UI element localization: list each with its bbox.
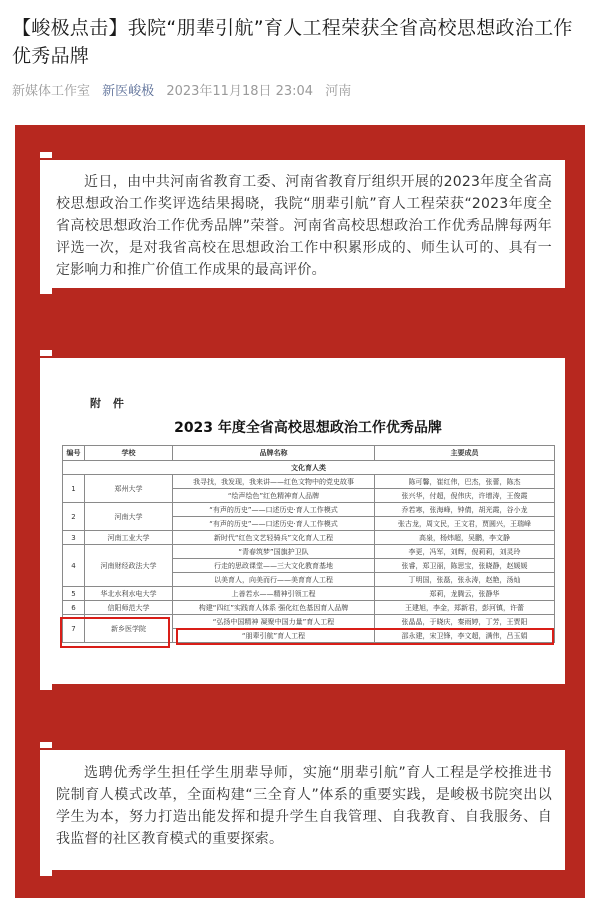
article-meta	[12, 80, 359, 99]
brand-name: 上善若水——精神引领工程	[173, 587, 375, 601]
card-corner-mark	[40, 350, 52, 356]
school-name: 信阳师范大学	[85, 601, 173, 615]
awards-table	[62, 445, 555, 643]
school-name: 河南工业大学	[85, 531, 173, 545]
school-name: 河南大学	[85, 503, 173, 531]
brand-name: “青春筑梦”国旗护卫队	[173, 545, 375, 559]
member-names: 张兴华，付超，倪伟庆，许增涛，王俊霞	[375, 489, 555, 503]
brand-name: “有声的历史”——口述历史·育人工作模式	[173, 517, 375, 531]
member-names: 邵永建，宋卫锋，李文超，满伟，吕玉娟	[375, 629, 555, 643]
brand-name: 新时代“红色文艺轻骑兵”文化育人工程	[173, 531, 375, 545]
attachment-label: 附 件	[90, 397, 128, 410]
row-number: 4	[63, 545, 85, 587]
card-corner-mark	[40, 870, 52, 876]
table-row	[63, 545, 555, 559]
article-title: 【峻极点击】我院“朋辈引航”育人工程荣获全省高校思想政治工作优秀品牌	[12, 17, 573, 67]
member-names: 张睿，郑卫丽，陈思宝，张晓静，赵媛媛	[375, 559, 555, 573]
table-row	[63, 475, 555, 489]
row-number: 2	[63, 503, 85, 531]
award-document-image[interactable]	[62, 395, 554, 643]
row-number: 7	[63, 615, 85, 643]
brand-name: 以美育人，向美而行——美育育人工程	[173, 573, 375, 587]
publish-datetime: 2023年11月18日 23:04	[166, 84, 314, 99]
category-row	[63, 461, 555, 475]
table-row	[63, 531, 555, 545]
member-names: 李更，冯军，刘辉，倪莉莉，刘灵玲	[375, 545, 555, 559]
table-row	[63, 587, 555, 601]
highlight-school-box	[60, 617, 170, 648]
table-row	[63, 601, 555, 615]
card-corner-mark	[40, 742, 52, 748]
member-names: 张古龙，周文民，王文君，贾圆兴，王瑞峰	[375, 517, 555, 531]
column-header: 主要成员	[375, 446, 555, 461]
member-names: 丁明国，张磊，张永涛，赵艳，汤灿	[375, 573, 555, 587]
school-name: 河南财经政法大学	[85, 545, 173, 587]
row-number: 1	[63, 475, 85, 503]
closing-paragraph: 选聘优秀学生担任学生朋辈导师，实施“朋辈引航”育人工程是学校推进书院制育人模式改革，全面构建“三全育人”体系的重要实践，是峻极书院突出以学生为本，努力打造出能发挥和提升学生自我管理、自我教育、自我服务、自我监督的社区教育模式的重要探索。	[56, 765, 552, 847]
card-corner-mark	[40, 684, 52, 690]
brand-name: “弘扬中国精神 凝聚中国力量”育人工程	[173, 615, 375, 629]
school-name: 新乡医学院	[85, 615, 173, 643]
row-number: 5	[63, 587, 85, 601]
brand-name: “有声的历史”——口述历史·育人工作模式	[173, 503, 375, 517]
school-name: 华北水利水电大学	[85, 587, 173, 601]
publish-location: 河南	[325, 84, 352, 99]
card-corner-mark	[40, 288, 52, 294]
row-number: 6	[63, 601, 85, 615]
category-label: 文化育人类	[63, 461, 555, 475]
member-names: 乔若寒，张海峰，钟倩，胡光霞，谷小龙	[375, 503, 555, 517]
account-link[interactable]: 新医峻极	[102, 84, 155, 99]
card-corner-mark	[40, 152, 52, 158]
brand-name: “绘声绘色”红色精神育人品牌	[173, 489, 375, 503]
column-header: 学校	[85, 446, 173, 461]
column-header: 品牌名称	[173, 446, 375, 461]
column-header: 编号	[63, 446, 85, 461]
member-names: 郑莉，龙腾云，张静华	[375, 587, 555, 601]
table-header-row	[63, 446, 555, 461]
brand-name: “朋辈引航”育人工程	[173, 629, 375, 643]
brand-name: 我寻找，我发现，我来讲——红色文物中的党史故事	[173, 475, 375, 489]
intro-paragraph: 近日，由中共河南省教育工委、河南省教育厅组织开展的2023年度全省高校思想政治工作奖评选结果揭晓，我院“朋辈引航”育人工程荣获“2023年度全省高校思想政治工作优秀品牌”荣誉。河南省高校思想政治工作优秀品牌每两年评选一次，是对我省高校在思想政治工作中积累形成的、师生认可的、具有一定影响力和推广价值工作成果的最高评价。	[56, 174, 552, 278]
member-names: 高泉，杨炜超，吴鹏，李文静	[375, 531, 555, 545]
school-name: 郑州大学	[85, 475, 173, 503]
document-title: 2023 年度全省高校思想政治工作优秀品牌	[174, 420, 442, 436]
author-name: 新媒体工作室	[12, 84, 91, 99]
row-number: 3	[63, 531, 85, 545]
brand-name: 行走的思政课堂——三大文化教育基地	[173, 559, 375, 573]
brand-name: 构建“四红”实践育人体系 强化红色基因育人品牌	[173, 601, 375, 615]
highlight-brand-box	[176, 628, 554, 645]
member-names: 陈可馨，崔红伟，巴杰，张蕾，陈杰	[375, 475, 555, 489]
member-names: 王建旭，李金，郑新君，彭河镇，许蕾	[375, 601, 555, 615]
member-names: 张晶晶，于晓庆，秦雨婷，丁芳，王贾阳	[375, 615, 555, 629]
table-row	[63, 503, 555, 517]
